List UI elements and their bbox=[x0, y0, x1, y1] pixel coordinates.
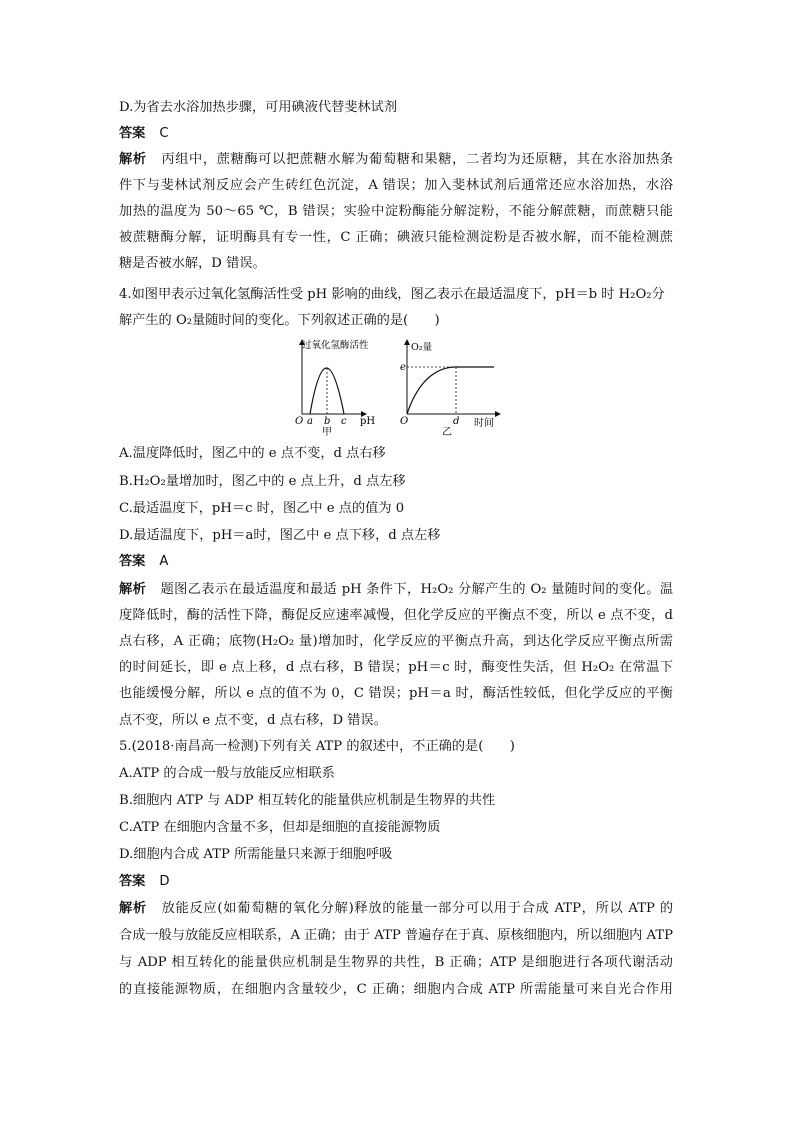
figure-yi bbox=[400, 340, 500, 438]
answer-value: A bbox=[159, 554, 169, 569]
q4-option-d: D.最适温度下，pH＝a时，图乙中 e 点下移，d 点左移 bbox=[119, 528, 441, 543]
answer-label: 答案 bbox=[119, 874, 146, 889]
q5-stem: 5.(2018·南昌高一检测)下列有关 ATP 的叙述中，不正确的是( ) bbox=[119, 739, 515, 754]
q4-option-c: C.最适温度下，pH＝c 时，图乙中 e 点的值为 0 bbox=[119, 501, 405, 516]
q5-option-c: C.ATP 在细胞内含量不多，但却是细胞的直接能源物质 bbox=[119, 820, 441, 835]
q5-option-a: A.ATP 的合成一般与放能反应相联系 bbox=[119, 766, 335, 781]
q5-answer bbox=[119, 872, 170, 892]
q4-analysis-line-3: 点右移，A 正确；底物(H₂O₂ 量)增加时，化学反应的平衡点升高，到达化学反应平衡点所需 bbox=[119, 634, 673, 649]
yi-origin-label: O bbox=[400, 416, 409, 427]
analysis-text: 题图乙表示在最适温度和最适 pH 条件下，H₂O₂ 分解产生的 O₂ 量随时间的变化。温 bbox=[160, 582, 674, 597]
jia-tick-b: b bbox=[324, 416, 331, 427]
q5-analysis-line-2: 合成一般与放能反应相联系，A 正确；由于 ATP 普遍存在于真、原核细胞内，所以细胞内 ATP bbox=[119, 928, 673, 943]
q4-analysis-line-6: 点不变，所以 e 点不变，d 点右移，D 错误。 bbox=[119, 713, 387, 728]
q5-analysis-line-4: 的直接能源物质，在细胞内含量较少，C 正确；细胞内合成 ATP 所需能量可来自光合作用 bbox=[119, 982, 673, 997]
yi-o2-curve bbox=[407, 367, 494, 414]
q4-analysis-line-1 bbox=[119, 580, 673, 600]
analysis-text: 丙组中，蔗糖酶可以把蔗糖水解为葡萄糖和果糖，二者均为还原糖，其在水浴加热条 bbox=[160, 152, 674, 167]
q3-analysis-line-3: 加热的温度为 50～65 ℃，B 错误；实验中淀粉酶能分解淀粉，不能分解蔗糖，而蔗糖只能 bbox=[119, 204, 673, 219]
jia-x-label: pH bbox=[360, 416, 376, 427]
answer-label: 答案 bbox=[119, 554, 146, 569]
answer-label: 答案 bbox=[119, 126, 146, 141]
q4-answer bbox=[119, 552, 168, 572]
q4-analysis-line-4: 的时间延长，即 e 点上移，d 点右移，B 错误；pH＝c 时，酶变性失活，但 H₂O₂ 在常温下 bbox=[119, 660, 673, 675]
q5-option-b: B.细胞内 ATP 与 ADP 相互转化的能量供应机制是生物界的共性 bbox=[119, 793, 496, 808]
jia-y-label: 过氧化氢酶活性 bbox=[302, 340, 369, 351]
yi-caption: 乙 bbox=[442, 427, 452, 438]
q4-option-a: A.温度降低时，图乙中的 e 点不变，d 点右移 bbox=[119, 446, 386, 461]
answer-value: D bbox=[159, 874, 170, 889]
jia-activity-curve bbox=[310, 368, 344, 414]
q3-analysis-line-5: 糖是否被水解，D 错误。 bbox=[119, 256, 266, 271]
figure-jia bbox=[295, 339, 375, 438]
analysis-label: 解析 bbox=[119, 582, 147, 597]
q5-analysis-line-3: 与 ADP 相互转化的能量供应机制是生物界的共性，B 正确；ATP 是细胞进行各项代谢活动 bbox=[119, 955, 673, 970]
yi-e-label: e bbox=[400, 362, 406, 373]
q4-analysis-line-5: 也能缓慢分解，所以 e 点的值不为 0，C 错误；pH＝a 时，酶活性较低，但化学反应的平衡 bbox=[119, 686, 673, 701]
jia-tick-a: a bbox=[307, 416, 313, 427]
q5-analysis-line-1 bbox=[119, 899, 673, 919]
q4-stem-line-2: 解产生的 O₂量随时间的变化。下列叙述正确的是( ) bbox=[119, 313, 440, 328]
q3-analysis-line-4: 被蔗糖酶分解，证明酶具有专一性，C 正确；碘液只能检测淀粉是否被水解，而不能检测蔗 bbox=[119, 230, 673, 245]
yi-d-label: d bbox=[453, 416, 460, 427]
q4-figure bbox=[288, 336, 508, 438]
q4-analysis-line-2: 度降低时，酶的活性下降，酶促反应速率减慢，但化学反应的平衡点不变，所以 e 点不变，d bbox=[119, 608, 673, 623]
analysis-text: 放能反应(如葡萄糖的氧化分解)释放的能量一部分可以用于合成 ATP，所以 ATP 的 bbox=[160, 901, 674, 916]
analysis-label: 解析 bbox=[119, 901, 147, 916]
q3-analysis-line-1 bbox=[119, 150, 673, 170]
jia-caption: 甲 bbox=[322, 427, 332, 438]
yi-y-label: O₂量 bbox=[411, 342, 433, 353]
q4-stem-line-1: 4.如图甲表示过氧化氢酶活性受 pH 影响的曲线，图乙表示在最适温度下，pH＝b 时 H₂O₂分 bbox=[119, 287, 665, 302]
jia-origin-label: O bbox=[295, 416, 304, 427]
answer-value: C bbox=[159, 126, 169, 141]
jia-tick-c: c bbox=[341, 416, 347, 427]
q5-option-d: D.细胞内合成 ATP 所需能量只来源于细胞呼吸 bbox=[119, 847, 393, 862]
q4-option-b: B.H₂O₂量增加时，图乙中的 e 点上升，d 点左移 bbox=[119, 474, 406, 489]
q3-option-d: D.为省去水浴加热步骤，可用碘液代替斐林试剂 bbox=[119, 100, 398, 115]
q3-analysis-line-2: 件下与斐林试剂反应会产生砖红色沉淀，A 错误；加入斐林试剂后通常还应水浴加热，水浴 bbox=[119, 178, 673, 193]
q3-answer bbox=[119, 124, 169, 144]
analysis-label: 解析 bbox=[119, 152, 147, 167]
yi-x-label: 时间 bbox=[474, 418, 494, 429]
